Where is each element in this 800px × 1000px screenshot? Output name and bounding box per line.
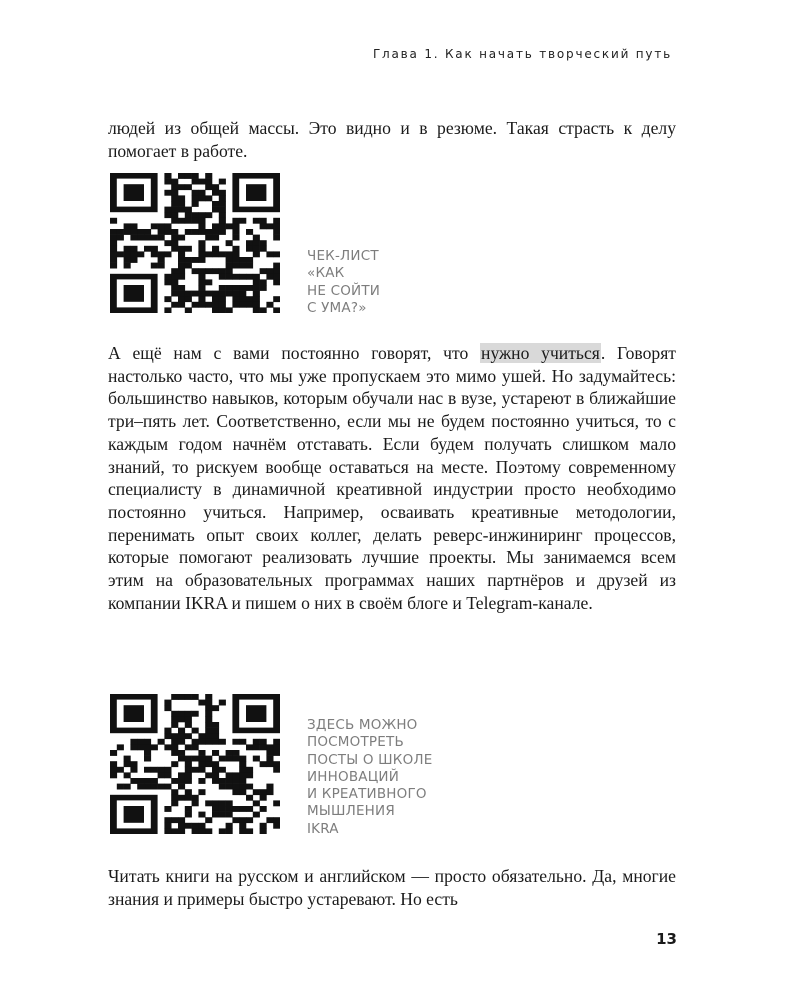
page-number: 13 bbox=[656, 930, 677, 948]
caption-line: ЧЕК-ЛИСТ bbox=[307, 248, 379, 264]
paragraph-text: А ещё нам с вами постоянно говорят, что bbox=[108, 343, 481, 363]
highlighted-text: нужно учиться bbox=[481, 343, 600, 363]
caption-line: ЗДЕСЬ МОЖНО bbox=[307, 717, 418, 733]
body-paragraph bbox=[108, 342, 676, 614]
qr-code-icon[interactable] bbox=[110, 173, 280, 313]
caption-line: IKRA bbox=[307, 820, 339, 837]
paragraph-text: . Говорят настолько часто, что мы уже пропускаем это мимо ушей. Но задумайтесь: большинство навыков, которым обучали нас в вузе, устареют в ближайшие три–пять лет. Соответственно, если мы не будем постоянно учиться, то с каждым годом начнём отставать. Если будем получать слишком мало знаний, то рискуем вообще оставаться на месте. Поэтому современному специалисту в динамичной креативной индустрии просто необходимо постоянно учиться. Например, осваивать креативные методологии, перенимать опыт своих коллег, делать реверс-инжиниринг процессов, которые помогают реализовать лучшие проекты. Мы занимаемся всем этим на образовательных программах наших партнёров и друзей из компании IKRA и пишем о них в своём блоге и Telegram-канале. bbox=[108, 343, 676, 613]
caption-line: С УМА?» bbox=[307, 299, 367, 316]
running-head: Глава 1. Как начать творческий путь bbox=[372, 47, 672, 61]
caption-line: НЕ СОЙТИ bbox=[307, 282, 381, 299]
caption-line: ИННОВАЦИЙ bbox=[307, 768, 400, 785]
qr-caption-checklist bbox=[307, 248, 417, 317]
qr-code-icon[interactable] bbox=[110, 694, 280, 834]
qr-caption-ikra bbox=[307, 717, 477, 838]
caption-line: ПОСМОТРЕТЬ bbox=[307, 734, 404, 751]
caption-line: ПОСТЫ О ШКОЛЕ bbox=[307, 751, 433, 768]
caption-line: МЫШЛЕНИЯ bbox=[307, 803, 395, 820]
body-paragraph: людей из общей массы. Это видно и в резюме. Такая страсть к делу помогает в работе. bbox=[108, 118, 676, 161]
body-paragraph: Читать книги на русском и английском — просто обязательно. Да, многие знания и примеры быстро устаревают. Но есть bbox=[108, 866, 676, 909]
caption-line: «КАК bbox=[307, 265, 345, 282]
caption-line: И КРЕАТИВНОГО bbox=[307, 786, 427, 803]
